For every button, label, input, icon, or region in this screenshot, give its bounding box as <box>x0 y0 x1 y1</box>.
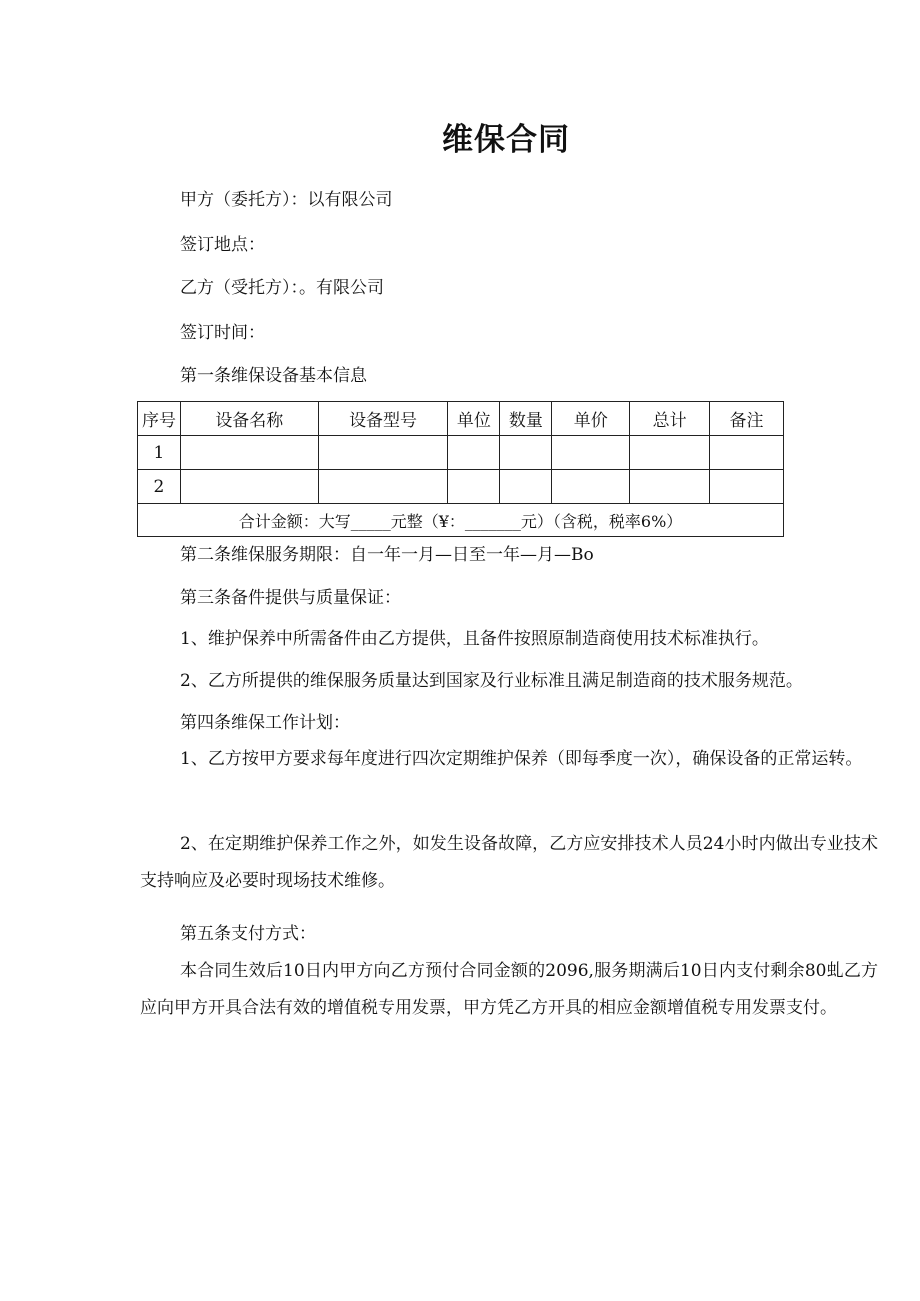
equipment-table <box>137 401 784 537</box>
table-row <box>138 470 784 504</box>
table-cell <box>448 470 500 504</box>
article-4-heading: 第四条维保工作计划： <box>180 713 350 733</box>
table-cell <box>552 436 630 470</box>
sign-place: 签订地点： <box>180 235 265 255</box>
party-b: 乙方（受托方）：。有限公司 <box>180 278 384 298</box>
header-cell: 备注 <box>710 402 784 436</box>
clause-3-1: 1、维护保养中所需备件由乙方提供，且备件按照原制造商使用技术标准执行。 <box>180 629 769 649</box>
table-cell <box>500 436 552 470</box>
table-cell <box>630 436 710 470</box>
clause-3-2: 2、乙方所提供的维保服务质量达到国家及行业标准且满足制造商的技术服务规范。 <box>180 671 803 691</box>
document-title: 维保合同 <box>442 122 570 158</box>
table-header-row <box>138 402 784 436</box>
table-cell <box>710 470 784 504</box>
header-cell: 设备名称 <box>180 402 318 436</box>
header-cell: 数量 <box>500 402 552 436</box>
table-cell <box>552 470 630 504</box>
table-cell <box>448 436 500 470</box>
header-cell: 序号 <box>138 402 181 436</box>
total-amount: 合计金额：大写_____元整（¥：_______元）（含税，税率6%） <box>138 504 784 537</box>
header-cell: 单位 <box>448 402 500 436</box>
table-cell <box>180 436 318 470</box>
table-cell <box>318 436 448 470</box>
party-a: 甲方（委托方）：以有限公司 <box>180 190 393 210</box>
article-5-heading: 第五条支付方式： <box>180 924 316 944</box>
table-cell <box>180 470 318 504</box>
sign-time: 签订时间： <box>180 323 265 343</box>
article-1-heading: 第一条维保设备基本信息 <box>180 366 367 386</box>
table-cell <box>500 470 552 504</box>
clause-4-1: 1、乙方按甲方要求每年度进行四次定期维护保养（即每季度一次），确保设备的正常运转。 <box>180 749 863 769</box>
table-cell <box>318 470 448 504</box>
table-cell: 2 <box>138 470 181 504</box>
table-cell <box>630 470 710 504</box>
table-cell: 1 <box>138 436 181 470</box>
header-cell: 总计 <box>630 402 710 436</box>
table-row <box>138 436 784 470</box>
header-cell: 单价 <box>552 402 630 436</box>
article-2-heading: 第二条维保服务期限：自一年一月—日至一年—月—Bo <box>180 545 594 565</box>
clause-4-2: 2、在定期维护保养工作之外，如发生设备故障，乙方应安排技术人员24小时内做出专业技术支持响应及必要时现场技术维修。 <box>140 834 878 891</box>
table-cell <box>710 436 784 470</box>
article-3-heading: 第三条备件提供与质量保证： <box>180 588 401 608</box>
header-cell: 设备型号 <box>318 402 448 436</box>
table-total-row <box>138 504 784 537</box>
clause-5-1: 本合同生效后10日内甲方向乙方预付合同金额的2096,服务期满后10日内支付剩余80虬乙方应向甲方开具合法有效的增值税专用发票，甲方凭乙方开具的相应金额增值税专用发票支付。 <box>140 961 878 1018</box>
